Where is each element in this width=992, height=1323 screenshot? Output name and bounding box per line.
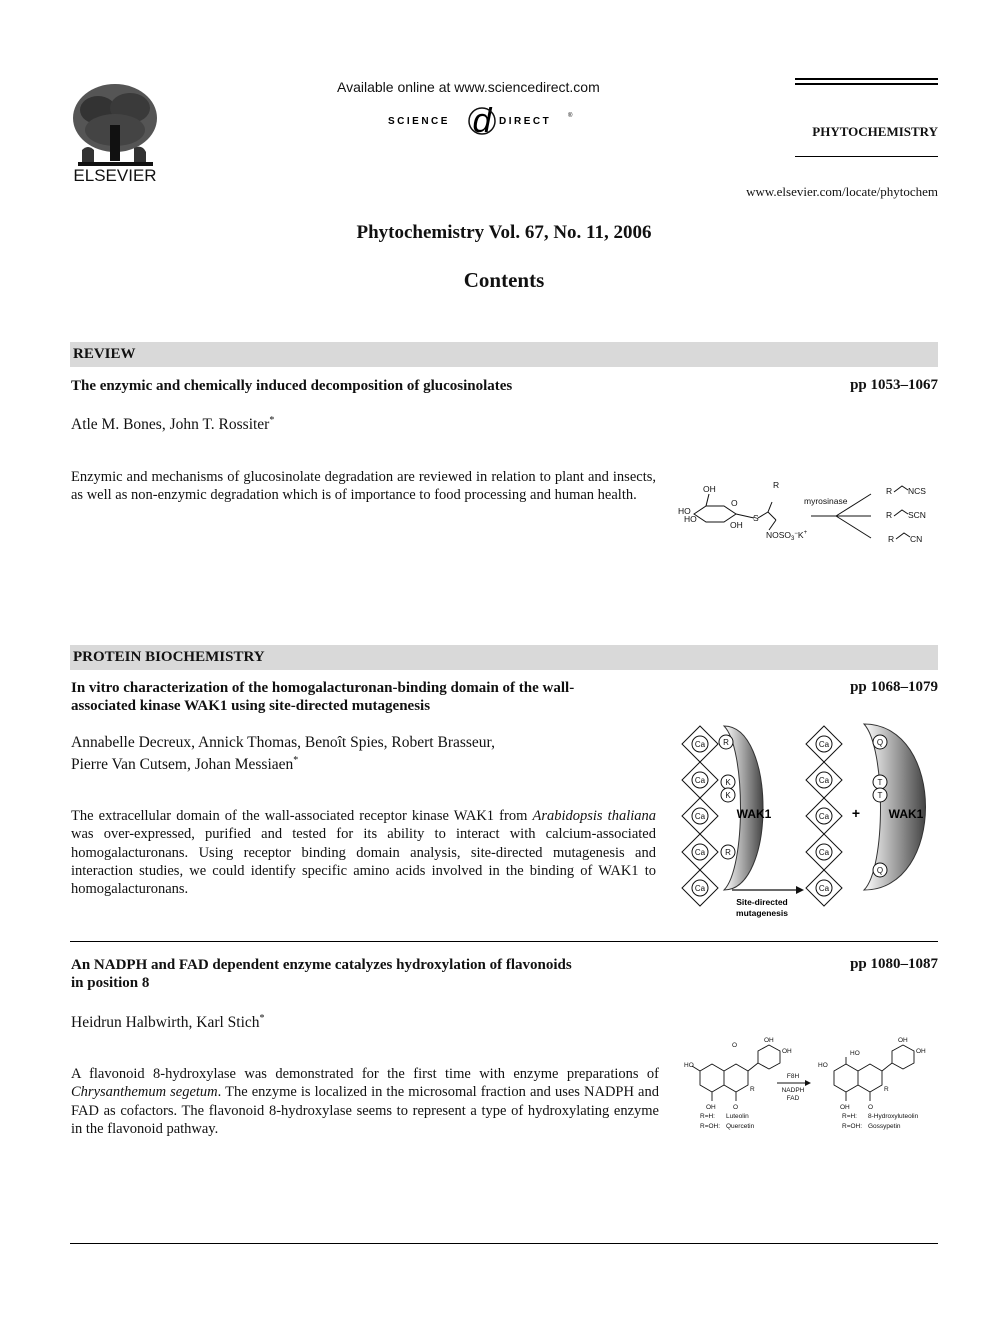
contents-heading: Contents [463, 268, 545, 292]
svg-text:OH: OH [898, 1037, 908, 1044]
svg-text:OH: OH [916, 1048, 926, 1055]
svg-text:SCN: SCN [908, 510, 926, 520]
section-label: PROTEIN BIOCHEMISTRY [73, 649, 265, 665]
svg-text:Ca: Ca [818, 848, 830, 857]
svg-text:Ca: Ca [818, 776, 830, 785]
svg-text:Ca: Ca [694, 884, 706, 893]
article-abstract: The extracellular domain of the wall-associated receptor kinase WAK1 from Arabidopsis thaliana was over-expressed, purified and tested for its ability to interact with calcium-associated homogalacturonans. Using receptor binding domain analysis, site-directed mutagenesis and interaction studies, we could identify specific amino acids involved in the binding of WAK1 to homogalacturonans. [71, 808, 657, 898]
svg-text:Ca: Ca [818, 812, 830, 821]
header-rule [795, 156, 938, 157]
svg-text:K: K [725, 778, 731, 787]
svg-text:R: R [886, 510, 893, 520]
svg-text:Site-directed: Site-directed [736, 897, 788, 907]
svg-text:O: O [868, 1104, 874, 1111]
svg-text:Ca: Ca [694, 848, 706, 857]
publisher-name: ELSEVIER [73, 166, 157, 185]
svg-text:CN: CN [910, 534, 923, 544]
journal-url[interactable]: www.elsevier.com/locate/phytochem [746, 184, 938, 199]
section-protein-biochemistry [70, 645, 938, 670]
article-title[interactable]: An NADPH and FAD dependent enzyme catalyzes hydroxylation of flavonoids in position 8 [71, 957, 572, 991]
svg-text:O: O [732, 1042, 738, 1049]
svg-text:R: R [886, 486, 893, 496]
svg-text:T: T [877, 778, 883, 787]
svg-text:R=H:: R=H: [700, 1113, 715, 1120]
svg-text:Ca: Ca [694, 776, 706, 785]
volume-title: Phytochemistry Vol. 67, No. 11, 2006 [356, 222, 652, 243]
svg-text:WAK1: WAK1 [736, 807, 772, 821]
corresponding-star: * [259, 1013, 265, 1024]
svg-text:8-Hydroxyluteolin: 8-Hydroxyluteolin [868, 1113, 919, 1120]
corresponding-star: * [293, 755, 299, 766]
section-review [70, 342, 938, 367]
article-pages: pp 1068–1079 [850, 679, 938, 695]
svg-text:OH: OH [730, 520, 743, 530]
svg-text:d: d [472, 102, 492, 138]
svg-text:R: R [773, 480, 780, 490]
flavonoid-hydroxylation-scheme [682, 1033, 938, 1133]
svg-text:K: K [725, 791, 731, 800]
article-abstract: Enzymic and mechanisms of glucosinolate degradation are reviewed in relation to plant and insects, as well as non-enzymic degradation which is of importance to food processing and human health. [71, 469, 656, 504]
wak1-binding-diagram [676, 718, 938, 926]
svg-text:Quercetin: Quercetin [726, 1123, 755, 1130]
svg-text:SCIENCE: SCIENCE [388, 116, 450, 127]
corresponding-star: * [269, 415, 275, 426]
svg-text:Ca: Ca [818, 740, 830, 749]
svg-text:T: T [877, 791, 883, 800]
svg-text:Q: Q [876, 738, 884, 747]
article-authors: Atle M. Bones, John T. Rossiter* [71, 415, 275, 434]
svg-text:Ca: Ca [694, 812, 706, 821]
svg-text:®: ® [568, 113, 573, 119]
article-authors: Annabelle Decreux, Annick Thomas, Benoît Spies, Robert Brasseur, Pierre Van Cutsem, Johan Messiaen* [71, 734, 495, 774]
article-authors: Heidrun Halbwirth, Karl Stich* [71, 1013, 265, 1032]
article-abstract: A flavonoid 8-hydroxylase was demonstrated for the first time with enzyme preparations of Chrysanthemum segetum. The enzyme is localized in the microsomal fraction and uses NADPH and FAD as cofactors. The flavonoid 8-hydroxylase seems to represent a type of hydroxylating enzyme in the flavonoid pathway. [71, 1066, 659, 1137]
svg-text:OH: OH [764, 1037, 774, 1044]
article-divider [70, 941, 938, 942]
svg-text:+: + [851, 805, 861, 821]
svg-text:DIRECT: DIRECT [499, 116, 552, 127]
svg-text:HO: HO [684, 1062, 694, 1069]
svg-text:Luteolin: Luteolin [726, 1113, 749, 1120]
svg-text:R=H:: R=H: [842, 1113, 857, 1120]
glucosinolate-scheme [676, 476, 938, 550]
svg-text:R: R [725, 848, 731, 857]
svg-text:S: S [753, 513, 759, 523]
svg-text:OH: OH [782, 1048, 792, 1055]
svg-text:Ca: Ca [818, 884, 830, 893]
svg-text:R: R [723, 738, 729, 747]
svg-text:NADPH: NADPH [781, 1087, 805, 1094]
svg-text:OH: OH [840, 1104, 850, 1111]
svg-text:Gossypetin: Gossypetin [868, 1123, 901, 1130]
svg-text:OH: OH [706, 1104, 716, 1111]
sciencedirect-logo [388, 102, 578, 138]
svg-text:myrosinase: myrosinase [804, 496, 848, 506]
svg-text:OH: OH [703, 484, 716, 494]
svg-text:R=OH:: R=OH: [700, 1123, 721, 1130]
available-online: Available online at www.sciencedirect.com [337, 79, 600, 95]
svg-text:R: R [884, 1086, 889, 1093]
svg-text:R=OH:: R=OH: [842, 1123, 863, 1130]
section-label: REVIEW [73, 346, 136, 362]
journal-name: PHYTOCHEMISTRY [812, 124, 938, 139]
svg-text:R: R [888, 534, 895, 544]
article-pages: pp 1053–1067 [850, 377, 938, 393]
svg-text:O: O [731, 498, 738, 508]
article-title[interactable]: The enzymic and chemically induced decomposition of glucosinolates [71, 378, 513, 394]
svg-text:HO: HO [684, 514, 697, 524]
svg-text:HO: HO [678, 506, 691, 516]
svg-text:Q: Q [876, 866, 884, 875]
footer-rule [70, 1243, 938, 1244]
svg-text:FAD: FAD [786, 1095, 800, 1102]
header-rules [795, 78, 938, 88]
svg-text:NOSO3−K+: $NOSO_3^-K^+$ [766, 530, 808, 542]
svg-text:F8H: F8H [786, 1073, 800, 1080]
svg-text:WAK1: WAK1 [888, 807, 924, 821]
svg-text:HO: HO [850, 1050, 860, 1057]
article-pages: pp 1080–1087 [850, 956, 938, 972]
svg-text:O: O [733, 1104, 739, 1111]
svg-text:HO: HO [818, 1062, 828, 1069]
svg-text:NCS: NCS [908, 486, 926, 496]
article-title[interactable]: In vitro characterization of the homogalacturonan-binding domain of the wall- associated kinase WAK1 using site-directed mutagenesis [71, 680, 575, 714]
svg-text:Ca: Ca [694, 740, 706, 749]
svg-text:R: R [750, 1086, 755, 1093]
elsevier-tree-logo [68, 80, 163, 185]
svg-text:mutagenesis: mutagenesis [736, 908, 788, 918]
